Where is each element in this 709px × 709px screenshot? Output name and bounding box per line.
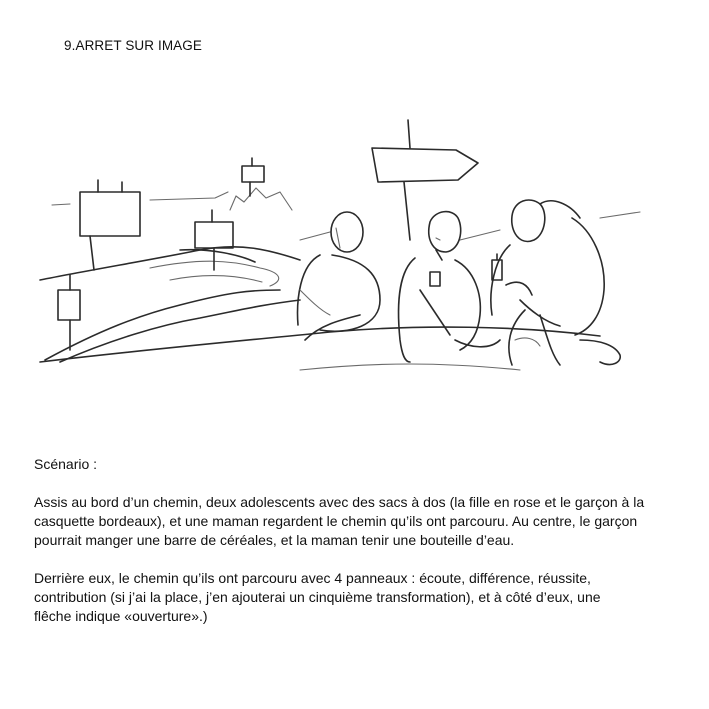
scenario-paragraph-2 (34, 569, 694, 626)
text-line: Derrière eux, le chemin qu’ils ont parcouru avec 4 panneaux : écoute, différence, réussite, (34, 570, 591, 586)
text-line: pourrait manger une barre de céréales, et la maman tenir une bouteille d’eau. (34, 532, 515, 548)
text-line: contribution (si j’ai la place, j’en ajouterai un cinquième transformation), et à côté d’eux, une (34, 589, 601, 605)
hikers-sketch (0, 100, 709, 445)
scenario-label: Scénario : (34, 456, 98, 472)
scene-sketch (0, 100, 709, 445)
text-line: Assis au bord d’un chemin, deux adolescents avec des sacs à dos (la fille en rose et le garçon à la (34, 494, 645, 510)
text-line: flêche indique «ouverture».) (34, 608, 208, 624)
scenario-paragraph-1 (34, 493, 694, 550)
scenario-text (34, 455, 694, 626)
signpost-arrow-icon (372, 120, 478, 240)
text-line: casquette bordeaux), et une maman regardent le chemin qu’ils ont parcouru. Au centre, le garçon (34, 513, 638, 529)
page-title: 9.ARRET SUR IMAGE (64, 38, 202, 53)
